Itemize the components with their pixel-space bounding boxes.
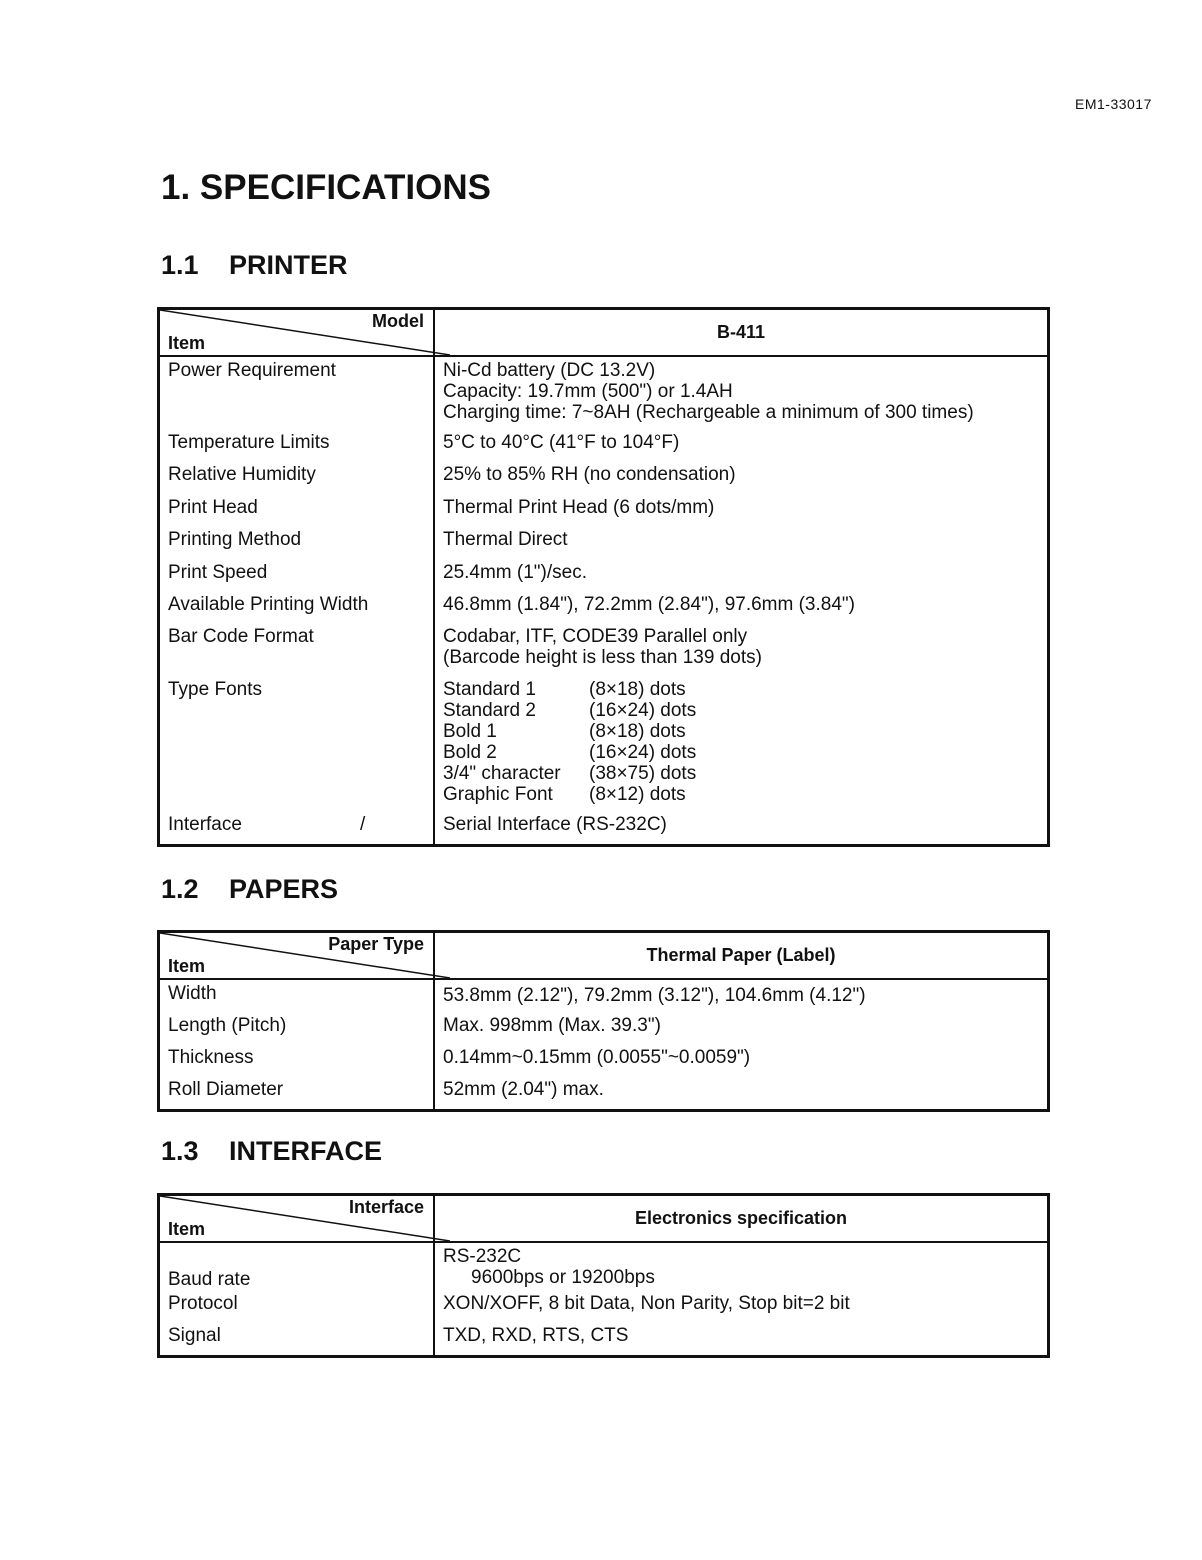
row-label: Print Speed [159,562,435,594]
table-row [159,464,1049,497]
font-name: Bold 1 [443,721,497,742]
row-value: 0.14mm~0.15mm (0.0055"~0.0059") [443,1047,751,1068]
table-row [159,1015,1049,1047]
row-value: Serial Interface (RS-232C) [443,814,667,835]
diagonal-header-cell [159,309,435,357]
row-label: Relative Humidity [159,464,435,497]
table-header-row [159,309,1049,357]
papers-spec-table [157,930,1050,1112]
font-list-item [443,679,1039,700]
row-value: Thermal Print Head (6 dots/mm) [443,497,715,518]
row-value: 25.4mm (1")/sec. [443,562,588,583]
value-line: Capacity: 19.7mm (500") or 1.4AH [443,381,733,402]
font-list-item [443,742,1039,763]
value-line: 9600bps or 19200bps [471,1267,655,1288]
section-number: 1.1 [161,250,199,280]
row-value: 52mm (2.04") max. [443,1079,604,1100]
interface-spec-table [157,1193,1050,1358]
header-paper-value: Thermal Paper (Label) [434,932,1049,980]
stray-mark: / [359,814,366,835]
row-label: Roll Diameter [159,1079,435,1111]
row-label: Baud rate [159,1242,435,1293]
row-label: Thickness [159,1047,435,1079]
table-header-row [159,932,1049,980]
table-row [159,1325,1049,1357]
row-label: Width [159,979,435,1015]
row-label: Protocol [159,1293,435,1325]
row-value [434,356,1049,432]
row-label: Bar Code Format [159,626,435,679]
font-size: (16×24) dots [589,742,697,763]
header-paper-type-label: Paper Type [328,934,424,954]
value-line: (Barcode height is less than 139 dots) [443,647,762,668]
row-label: Type Fonts [159,679,435,814]
header-interface-label: Interface [348,1197,424,1217]
header-item-label: Item [168,333,206,353]
font-name: Standard 2 [443,700,536,721]
font-name: 3/4" character [443,763,561,784]
value-line: RS-232C [443,1246,522,1267]
font-list [434,679,1049,814]
row-label: Printing Method [159,529,435,562]
table-row [159,1293,1049,1325]
row-value: TXD, RXD, RTS, CTS [443,1325,629,1346]
row-value: Max. 998mm (Max. 39.3") [443,1015,661,1036]
value-line: Ni-Cd battery (DC 13.2V) [443,360,656,381]
table-row [159,562,1049,594]
table-row [159,1079,1049,1111]
font-list-item [443,784,1039,805]
row-value: 5°C to 40°C (41°F to 104°F) [443,432,680,453]
table-row [159,814,1049,846]
font-size: (8×18) dots [589,679,686,700]
font-size: (8×12) dots [589,784,686,805]
header-model-value: B-411 [434,309,1049,357]
table-row [159,626,1049,679]
section-title-papers [161,874,338,905]
row-value: 53.8mm (2.12"), 79.2mm (3.12"), 104.6mm (4.12") [443,985,866,1006]
printer-spec-table [157,307,1050,847]
page-title: 1. SPECIFICATIONS [161,168,491,207]
table-header-row [159,1195,1049,1243]
row-value: 46.8mm (1.84"), 72.2mm (2.84"), 97.6mm (3.84") [443,594,855,615]
document-number: EM1-33017 [1075,96,1152,112]
font-size: (16×24) dots [589,700,697,721]
font-size: (8×18) dots [589,721,686,742]
row-label [159,814,435,846]
row-label-text: Interface [168,814,242,835]
font-list-item [443,763,1039,784]
row-value [434,1242,1049,1293]
font-name: Graphic Font [443,784,553,805]
header-item-label: Item [168,1219,206,1239]
table-row [159,1242,1049,1293]
row-label: Signal [159,1325,435,1357]
header-item-label: Item [168,956,206,976]
font-size: (38×75) dots [589,763,697,784]
table-row [159,432,1049,464]
section-label: INTERFACE [229,1136,383,1166]
font-name: Standard 1 [443,679,536,700]
row-value: Thermal Direct [443,529,568,550]
table-row [159,979,1049,1015]
row-value: 25% to 85% RH (no condensation) [443,464,736,485]
table-row [159,1047,1049,1079]
section-title-printer [161,250,348,281]
diagonal-header-cell [159,932,435,980]
row-label: Available Printing Width [159,594,435,626]
font-name: Bold 2 [443,742,497,763]
table-row [159,679,1049,814]
section-label: PRINTER [229,250,348,280]
table-row [159,529,1049,562]
diagonal-header-cell [159,1195,435,1243]
value-line: Charging time: 7~8AH (Rechargeable a minimum of 300 times) [443,402,974,423]
font-list-item [443,721,1039,742]
section-label: PAPERS [229,874,339,904]
row-label: Length (Pitch) [159,1015,435,1047]
row-label: Power Requirement [159,356,435,432]
row-label: Print Head [159,497,435,529]
table-row [159,594,1049,626]
font-list-item [443,700,1039,721]
value-line: Codabar, ITF, CODE39 Parallel only [443,626,748,647]
row-label: Temperature Limits [159,432,435,464]
table-row [159,497,1049,529]
table-row [159,356,1049,432]
section-number: 1.3 [161,1136,199,1166]
header-electronics-value: Electronics specification [434,1195,1049,1243]
row-value: XON/XOFF, 8 bit Data, Non Parity, Stop bit=2 bit [443,1293,850,1314]
section-number: 1.2 [161,874,199,904]
section-title-interface [161,1136,382,1167]
row-value [434,626,1049,679]
header-model-label: Model [372,311,424,331]
